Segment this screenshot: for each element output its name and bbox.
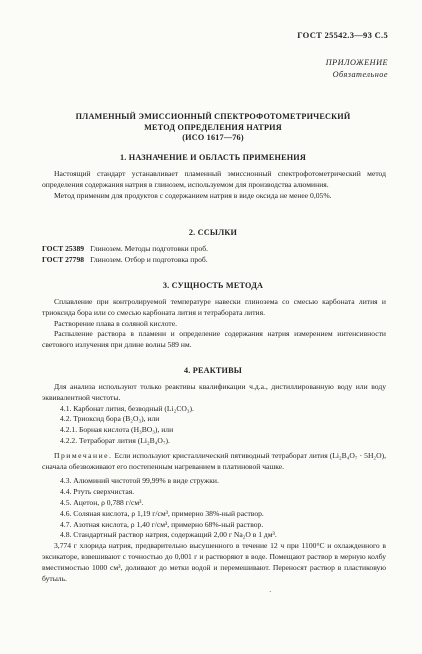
- list-item: 4.7. Азотная кислота, ρ 1,40 г/см³, примерно 68%-ный раствор.: [60, 519, 264, 529]
- list-item: 4.2.1. Борная кислота (H₃BO₃), или: [60, 425, 174, 435]
- list-item: 4.2.2. Тетраборат лития (Li₂B₄O₇).: [60, 435, 170, 445]
- section-1-heading: 1. НАЗНАЧЕНИЕ И ОБЛАСТЬ ПРИМЕНЕНИЯ: [120, 153, 306, 162]
- references-list: [42, 244, 386, 266]
- list-item: 4.5. Ацетон, ρ 0,788 г/см³.: [60, 497, 144, 507]
- list-item: 4.1. Карбонат лития, безводный (Li₂CO₃).: [60, 403, 194, 413]
- section-2-heading: 2. ССЫЛКИ: [188, 228, 238, 237]
- title-line-1: ПЛАМЕННЫЙ ЭМИССИОННЫЙ СПЕКТРОФОТОМЕТРИЧЕСКИЙ: [75, 112, 351, 121]
- paragraph: Растворение плава в соляной кислоте.: [54, 318, 178, 328]
- title-line-3: (ИСО 1617—76): [182, 133, 244, 142]
- section-4-heading: 4. РЕАКТИВЫ: [183, 366, 243, 375]
- running-header: ГОСТ 25542.3—93 С.5: [297, 30, 388, 40]
- list-item: 4.4. Ртуть сверхчистая.: [60, 487, 135, 497]
- section-3-heading: 3. СУЩНОСТЬ МЕТОДА: [162, 281, 264, 290]
- list-item: 4.3. Алюминий чистотой 99,99% в виде стружки.: [60, 476, 219, 486]
- section-4-body: [42, 382, 386, 584]
- title-line-2: МЕТОД ОПРЕДЕЛЕНИЯ НАТРИЯ: [144, 122, 282, 132]
- list-item: 4.6. Соляная кислота, ρ 1,19 г/см³, примерно 38%-ный раствор.: [60, 508, 264, 518]
- document-title: [40, 112, 386, 144]
- margin-mark: ·: [269, 588, 272, 596]
- note-paragraph: [42, 451, 386, 473]
- appendix-block: [326, 57, 388, 81]
- reference-text: Глинозем. Методы подготовки проб.: [90, 244, 209, 253]
- reference-code: ГОСТ 27798: [42, 254, 85, 264]
- list-item: 4.8. Стандартный раствор натрия, содержащий 2,00 г Na₂O в 1 дм³.: [60, 530, 277, 540]
- appendix-status: Обязательное: [332, 70, 388, 79]
- note-label: Примечание.: [54, 450, 113, 460]
- reference-code: ГОСТ 25389: [42, 244, 85, 253]
- paragraph: 3,774 г хлорида натрия, предварительно высушенного в течение 12 ч при 1100°С и охлажденного в эксикаторе, взвешивают с точностью до 0,001 г и растворяют в воде. Помещают раствор в мерную колбу вместимостью 1000 см³, доливают до метки водой и перемешивают. Переносят раствор в пластиковую бутыль.: [42, 541, 386, 583]
- section-1-body: [42, 169, 386, 201]
- paragraph: Распыление раствора в пламени и определение содержания натрия измерением интенсивности светового излучения при длине волны 589 нм.: [42, 329, 386, 350]
- reference-item: [42, 244, 386, 255]
- appendix-label: ПРИЛОЖЕНИЕ: [325, 58, 388, 67]
- paragraph: Настоящий стандарт устанавливает пламенный эмиссионный спектрофотометрический метод определения содержания натрия в глинозем, используемом для производства алюминия.: [42, 169, 386, 189]
- reference-text: Глинозем. Отбор и подготовка проб.: [90, 254, 208, 264]
- paragraph: Метод применим для продуктов с содержанием натрия в виде оксида не менее 0,05%.: [54, 190, 332, 200]
- paragraph: Сплавление при контролируемой температуре навески глинозема со смесью карбоната лития и триоксида бора или со смесью карбоната лития и тетрабората лития.: [42, 297, 386, 317]
- reference-item: [42, 255, 386, 266]
- list-item: 4.2. Триоксид бора (B₂O₃), или: [60, 414, 160, 424]
- paragraph: Для анализа используют только реактивы квалификации ч.д.а., дистиллированную воду или воду эквивалентной чистоты.: [42, 382, 386, 402]
- note-text: Если используют кристаллический пятиводный тетраборат лития (Li₂B₄O₇ · 5H₂O), сначала обезвоживают его постепенным нагреванием в платиновой чашке.: [42, 450, 386, 471]
- section-3-body: [42, 297, 386, 351]
